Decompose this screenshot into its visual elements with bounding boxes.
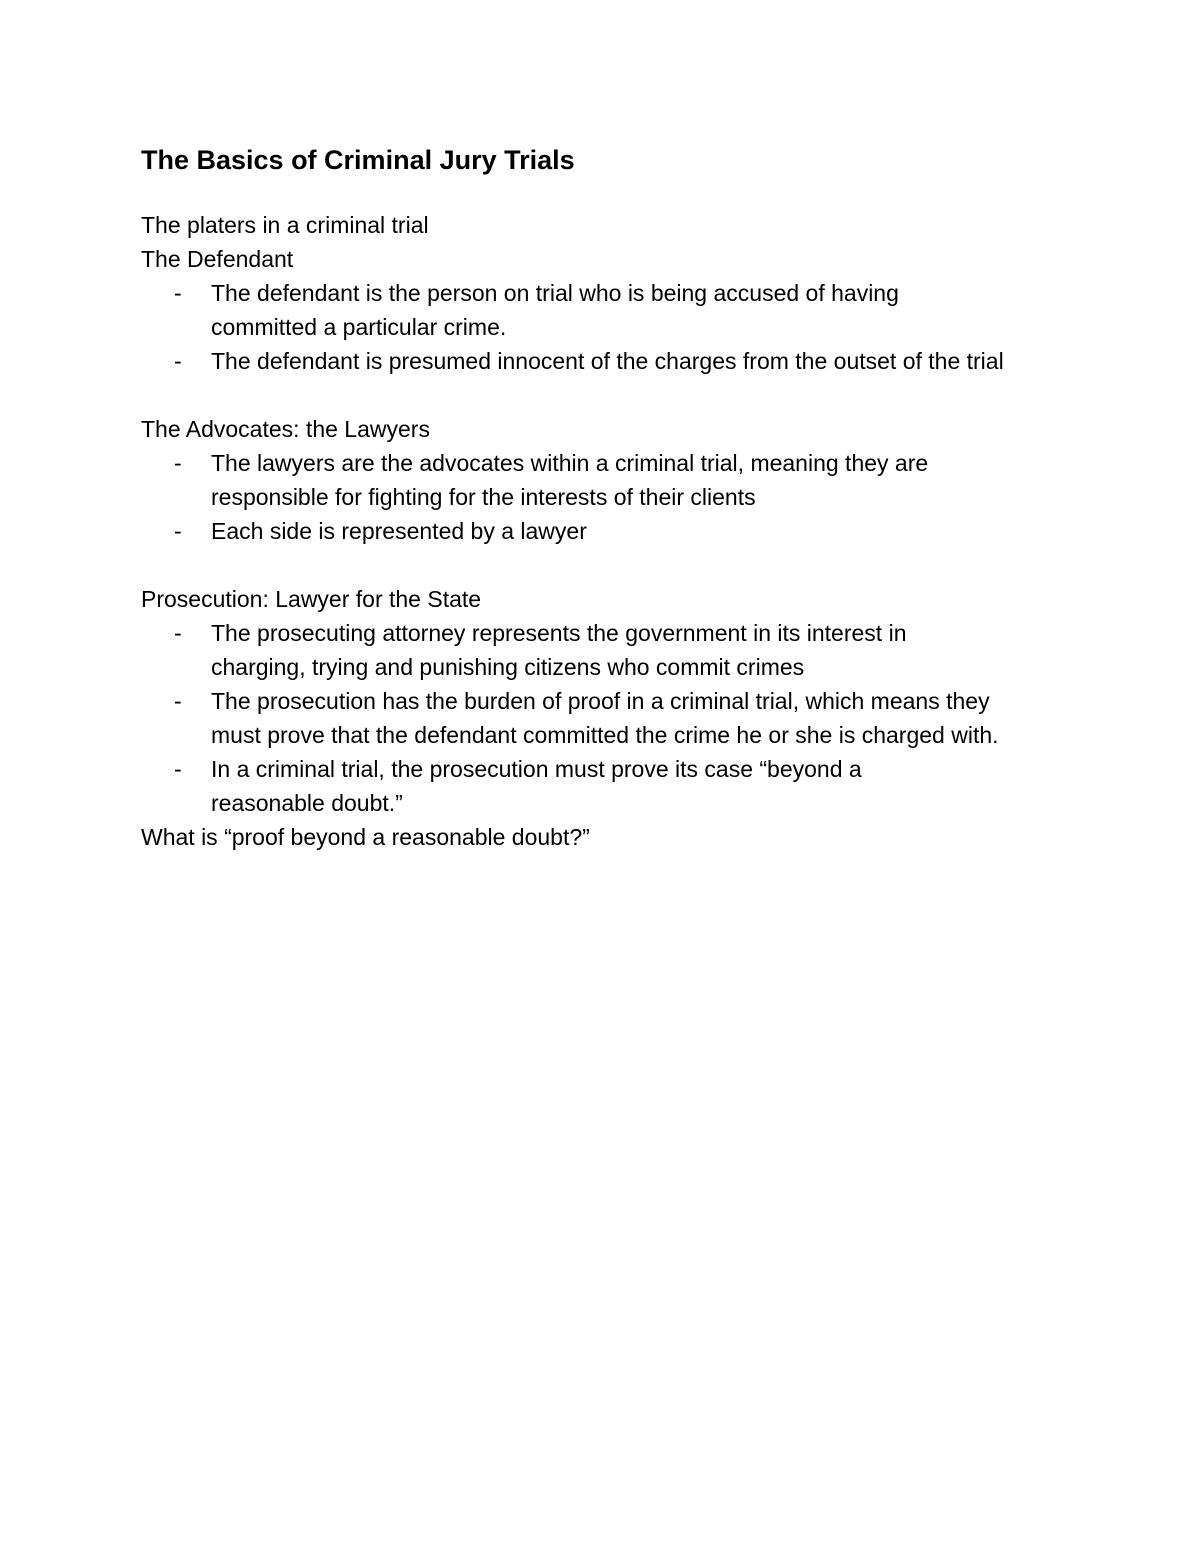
bullet-dash: - xyxy=(174,450,182,476)
list-item-text: The prosecution has the burden of proof in a criminal trial, which means they must prove that the defendant committed the crime he or she is charged with. xyxy=(211,688,999,748)
list-item xyxy=(141,684,1061,752)
list-item xyxy=(141,446,1061,514)
closing-question: What is “proof beyond a reasonable doubt?” xyxy=(141,824,590,850)
list-item-text: The defendant is presumed innocent of the charges from the outset of the trial xyxy=(211,348,1004,374)
list-item xyxy=(141,344,1061,378)
list-item xyxy=(141,752,1061,820)
bullet-dash: - xyxy=(174,620,182,646)
bullet-list-defendant xyxy=(141,276,1061,378)
bullet-dash: - xyxy=(174,756,182,782)
section-heading-defendant: The Defendant xyxy=(141,246,294,272)
list-item-text: The prosecuting attorney represents the government in its interest in charging, trying and punishing citizens who commit crimes xyxy=(211,620,907,680)
bullet-list-prosecution xyxy=(141,616,1061,820)
list-item-text: The lawyers are the advocates within a criminal trial, meaning they are responsible for fighting for the interests of their clients xyxy=(211,450,929,510)
list-item-text: The defendant is the person on trial who is being accused of having committed a particular crime. xyxy=(211,280,899,340)
bullet-dash: - xyxy=(174,280,182,306)
intro-line: The platers in a criminal trial xyxy=(141,212,429,238)
document-page xyxy=(141,140,1061,854)
bullet-dash: - xyxy=(174,348,182,374)
bullet-list-advocates xyxy=(141,446,1061,548)
section-heading-prosecution: Prosecution: Lawyer for the State xyxy=(141,586,482,612)
bullet-dash: - xyxy=(174,518,182,544)
bullet-dash: - xyxy=(174,688,182,714)
list-item xyxy=(141,276,1061,344)
list-item xyxy=(141,514,1061,548)
list-item-text: In a criminal trial, the prosecution must prove its case “beyond a reasonable doubt.” xyxy=(211,756,862,816)
document-title: The Basics of Criminal Jury Trials xyxy=(141,145,575,175)
section-heading-advocates: The Advocates: the Lawyers xyxy=(141,416,430,442)
list-item-text: Each side is represented by a lawyer xyxy=(211,518,587,544)
list-item xyxy=(141,616,1061,684)
